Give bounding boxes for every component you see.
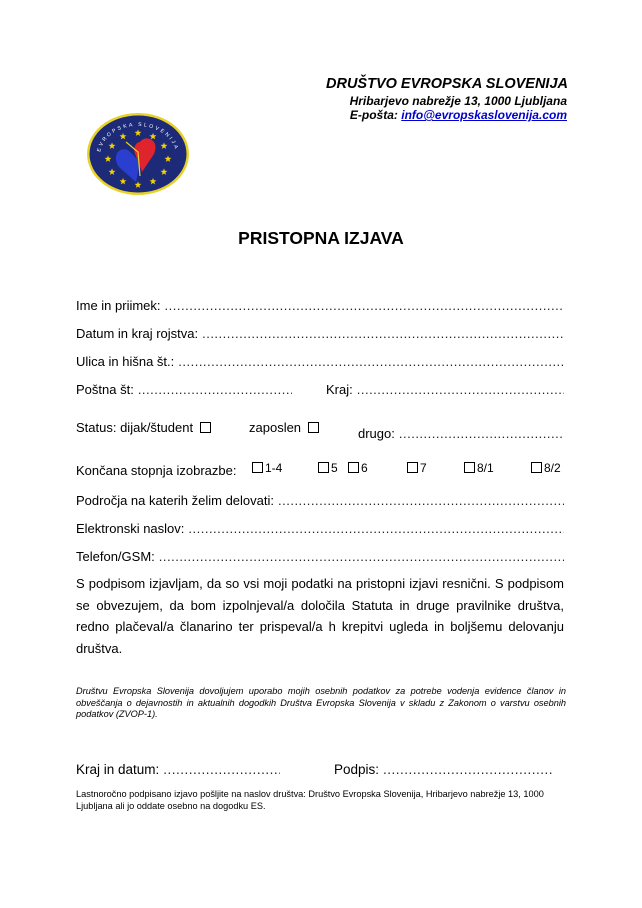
field-areas-label: Področja na katerih želim delovati: (76, 493, 274, 508)
education-checkbox[interactable] (464, 462, 475, 473)
education-option-label: 5 (331, 461, 338, 475)
organization-address: Hribarjevo nabrežje 13, 1000 Ljubljana (349, 94, 567, 108)
status-student-checkbox[interactable] (200, 422, 211, 433)
place-date-line[interactable] (163, 762, 280, 777)
status-other-label: drugo: (358, 426, 395, 441)
field-name-label: Ime in priimek: (76, 298, 161, 313)
education-checkbox[interactable] (407, 462, 418, 473)
page-title: PRISTOPNA IZJAVA (238, 228, 404, 248)
field-phone[interactable] (76, 549, 564, 564)
education-option-label: 7 (420, 461, 427, 475)
field-name-line[interactable] (165, 298, 564, 313)
status-other[interactable] (358, 426, 564, 441)
field-birth-line[interactable] (202, 326, 564, 341)
status-student[interactable] (76, 420, 213, 435)
consent-text: Društvu Evropska Slovenija dovoljujem uporabo mojih osebnih podatkov za potrebe vodenja evidence članov in obveščanja o dejavnostih in aktualnih dogodkih Društva Evropska Slovenija v skladu z Zakonom o varstvu osebnih podatkov (ZVOP-1). (76, 686, 566, 719)
education-option[interactable] (252, 461, 282, 475)
education-checkbox[interactable] (348, 462, 359, 473)
field-phone-label: Telefon/GSM: (76, 549, 155, 564)
organization-name: DRUŠTVO EVROPSKA SLOVENIJA (326, 76, 568, 92)
status-employed[interactable] (249, 420, 321, 435)
field-street[interactable] (76, 354, 564, 369)
education-checkbox[interactable] (252, 462, 263, 473)
footer-note: Lastnoročno podpisano izjavo pošljite na naslov društva: Društvo Evropska Slovenija, Hribarjevo nabrežje 13, 1000 Ljubljana ali jo oddate osebno na dogodku ES. (76, 789, 544, 811)
evropska-slovenija-logo (86, 112, 190, 196)
field-email-label: Elektronski naslov: (76, 521, 185, 536)
email-link[interactable]: info@evropskaslovenija.com (401, 108, 567, 122)
field-birth-label: Datum in kraj rojstva: (76, 326, 199, 341)
field-birth[interactable] (76, 326, 564, 341)
field-phone-line[interactable] (159, 549, 564, 564)
place-date-field[interactable] (76, 762, 280, 777)
field-areas[interactable] (76, 493, 564, 508)
email-label: E-pošta: (349, 108, 398, 122)
field-city-label: Kraj: (326, 382, 353, 397)
field-postal-label: Poštna št: (76, 382, 134, 397)
signature-field[interactable] (334, 762, 554, 777)
signature-label: Podpis: (334, 762, 380, 777)
field-email[interactable] (76, 521, 564, 536)
status-student-label: Status: dijak/študent (76, 420, 194, 435)
education-option[interactable] (348, 461, 368, 475)
signature-line[interactable] (383, 762, 554, 777)
education-label: Končana stopnja izobrazbe: (76, 463, 237, 478)
field-postal-line[interactable] (138, 382, 292, 397)
field-street-label: Ulica in hišna št.: (76, 354, 175, 369)
status-employed-label: zaposlen (249, 420, 302, 435)
place-date-label: Kraj in datum: (76, 762, 160, 777)
education-option[interactable] (318, 461, 338, 475)
field-name[interactable] (76, 298, 564, 313)
field-street-line[interactable] (178, 354, 564, 369)
field-city-line[interactable] (357, 382, 564, 397)
field-areas-line[interactable] (278, 493, 564, 508)
logo-ring-text: EVROPSKA SLOVENIJA (96, 121, 180, 153)
field-city[interactable] (326, 382, 564, 397)
education-option[interactable] (531, 461, 561, 475)
organization-email-line (350, 108, 567, 122)
education-checkbox[interactable] (318, 462, 329, 473)
field-postal[interactable] (76, 382, 292, 397)
field-email-line[interactable] (188, 521, 564, 536)
declaration-text: S podpisom izjavljam, da so vsi moji podatki na pristopni izjavi resnični. S podpisom se obvezujem, da bom izpolnjeval/a določila Statuta in druge pravilnike društva, redno plačeval/a članarino ter prispeval/a h krepitvi ugleda in boljšemu delovanju društva. (76, 576, 564, 656)
education-checkbox[interactable] (531, 462, 542, 473)
education-option[interactable] (407, 461, 427, 475)
education-option-label: 8/2 (544, 461, 561, 475)
education-option-label: 6 (361, 461, 368, 475)
status-other-line[interactable] (399, 426, 564, 441)
status-employed-checkbox[interactable] (308, 422, 319, 433)
education-option-label: 8/1 (477, 461, 494, 475)
education-option-label: 1-4 (265, 461, 283, 475)
education-option[interactable] (464, 461, 494, 475)
